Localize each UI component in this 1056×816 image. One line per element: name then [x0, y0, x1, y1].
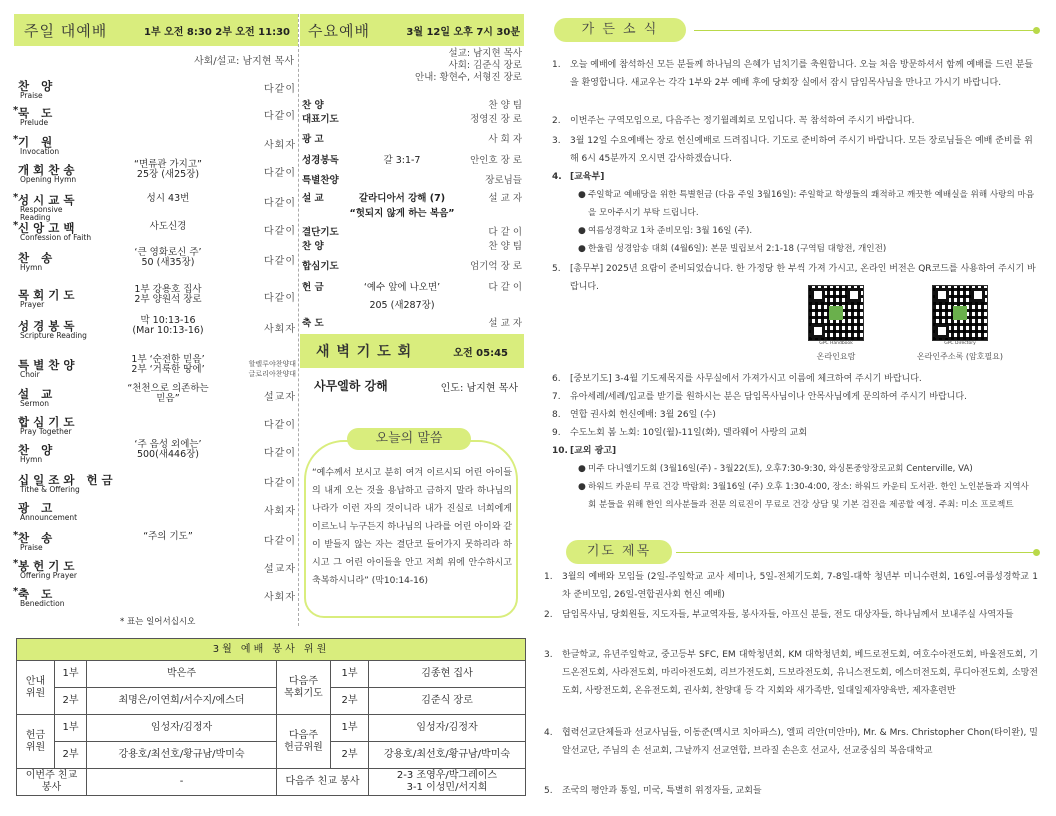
service-item-name: 축 도 — [18, 587, 57, 601]
news-item-number: 3. — [552, 136, 561, 146]
news-item — [552, 168, 1036, 186]
service-item-english: Scripture Reading — [20, 331, 87, 340]
news-item — [552, 424, 1036, 442]
news-item — [552, 112, 1036, 130]
wednesday-item-leader: 장로님들 — [485, 175, 522, 186]
standing-mark: * — [13, 586, 19, 597]
service-item-leader: 사회자 — [264, 140, 296, 151]
duty-next-pray-label: 다음주 목회기도 — [277, 661, 331, 715]
standing-mark: * — [13, 134, 19, 145]
news-item-text: 연합 권사회 헌신예배: 3월 26일 (수) — [570, 410, 716, 420]
prayer-item-text: 협력선교단체들과 선교사님들, 이동준(멕시코 치아파스), 엘피 리안(미안마), Mr. & Mrs. Christopher Chon(타이완), 밀알선교단, 주님의 손 선교회, 그날까지 선교연합, 브라질 손은호 선교사, 선교중심의 복음대학교 — [562, 728, 1038, 756]
service-item — [13, 220, 296, 246]
duty-part-label: 1부 — [331, 661, 369, 688]
prayer-item-number: 4. — [544, 728, 553, 738]
news-bullet — [578, 460, 1036, 478]
wednesday-item-detail: 갈라디아서 강해 (7) — [358, 193, 446, 204]
qr-handbook-caption: GPC Handbook — [819, 341, 853, 346]
sunday-time: 1부 오전 8:30 2부 오전 11:30 — [144, 26, 290, 38]
service-item-english: Choir — [20, 370, 40, 379]
standing-mark: * — [13, 220, 19, 231]
service-item — [13, 134, 296, 160]
wednesday-item-name: 특별찬양 — [302, 175, 339, 186]
wednesday-time: 3월 12일 오후 7시 30분 — [406, 26, 520, 38]
dawn-header — [300, 334, 524, 368]
news-item-number: 7. — [552, 392, 561, 402]
service-item-detail: 1부 강용호 집사 2부 양원석 장로 — [134, 284, 202, 305]
service-item-english: Praise — [20, 91, 43, 100]
standing-mark: * — [13, 105, 19, 116]
wednesday-item-name: 설 교 — [302, 193, 324, 204]
standing-mark: * — [13, 192, 19, 203]
service-item-english: Pray Together — [20, 427, 72, 436]
news-item-number: 8. — [552, 410, 561, 420]
wednesday-item-leader: 설 교 자 — [488, 318, 522, 329]
wednesday-usher: 안내: 황현수, 서형진 장로 — [414, 72, 522, 83]
wednesday-leaders — [360, 48, 522, 84]
news-title-line — [694, 30, 1036, 31]
bullet-icon: ● — [578, 244, 586, 254]
service-item — [13, 530, 296, 556]
wednesday-item — [302, 172, 522, 188]
service-item — [18, 159, 296, 188]
sunday-title: 주일 대예배 — [24, 21, 108, 40]
service-item-english: Offering Prayer — [20, 571, 77, 580]
service-item-name: 묵 도 — [18, 106, 57, 120]
duty-part-label: 2부 — [331, 742, 369, 769]
prayer-item-number: 2. — [544, 610, 553, 620]
service-item-leader: 다같이 — [264, 168, 296, 179]
news-title-dot — [1033, 27, 1040, 34]
service-item-detail: ‘주 음성 외에는’ 500(새446장) — [134, 439, 202, 460]
news-item-text: [교외 광고] — [570, 446, 617, 456]
service-item-detail: 사도신경 — [149, 221, 187, 232]
wednesday-item-leader: 정영진 장 로 — [470, 114, 522, 125]
service-item-english: Hymn — [20, 263, 43, 272]
qr-directory-label: 온라인주소록 (암호필요) — [916, 352, 1004, 361]
news-item-number: 10. — [552, 446, 568, 456]
duty-fellowship-value: - — [87, 769, 277, 796]
news-bullet-text: 미주 다니엘기도회 (3월16일(주) - 3월22(토), 오후7:30-9:30, 와싱톤중앙장로교회 Centerville, VA) — [588, 464, 973, 474]
news-bullet — [578, 222, 1036, 240]
service-item-leader: 설교자 — [264, 392, 296, 403]
news-bullet-text: 여름성경학교 1차 준비모임: 3월 16일 (주). — [588, 226, 753, 236]
service-item-leader: 사회자 — [264, 506, 296, 517]
prayer-item — [544, 568, 1038, 604]
wednesday-item-leader: 엄기억 장 로 — [470, 261, 522, 272]
wednesday-item-leader: 다 같 이 — [488, 227, 522, 238]
service-item — [18, 78, 296, 104]
duty-usher-2: 최명은/이연희/서수지/에스더 — [87, 688, 277, 715]
service-item-leader: 사회자 — [264, 324, 296, 335]
news-bullet-text: 한울림 성경암송 대회 (4월6일): 본문 빌립보서 2:1-18 (구역팀 대항전, 개인전) — [588, 244, 887, 254]
wednesday-item-name: 결단기도 — [302, 227, 339, 238]
wednesday-item-name: 대표기도 — [302, 114, 339, 125]
service-item — [13, 586, 296, 612]
dawn-time: 오전 05:45 — [453, 347, 508, 359]
wednesday-item — [302, 297, 522, 313]
service-item — [18, 284, 296, 313]
service-item-english: Confession of Faith — [20, 233, 92, 242]
wednesday-item-leader: 설 교 자 — [488, 193, 522, 204]
service-item-leader: 설교자 — [264, 564, 296, 575]
qr-handbook-label: 온라인요람 — [816, 352, 856, 361]
service-item — [18, 354, 296, 383]
service-item-name: 광 고 — [18, 501, 57, 515]
wednesday-item-leader: 안인호 장 로 — [470, 155, 522, 166]
duty-usher-1: 박은주 — [87, 661, 277, 688]
wednesday-item-detail: ‘예수 앞에 나오면’ — [363, 282, 441, 293]
standing-mark: * — [13, 558, 19, 569]
wednesday-item-detail: “헛되지 않게 하는 복음” — [349, 208, 455, 219]
wednesday-item-name: 찬 양 — [302, 100, 324, 111]
service-item-name: 성시교독 — [18, 193, 79, 207]
duty-part-label: 2부 — [55, 688, 87, 715]
news-item — [552, 388, 1036, 406]
duty-fellowship-label: 이번주 친교 봉사 — [17, 769, 87, 796]
wednesday-item — [302, 205, 522, 221]
wednesday-item — [302, 152, 522, 168]
word-title: 오늘의 말씀 — [347, 428, 471, 450]
service-item-leader: 사회자 — [264, 592, 296, 603]
service-item-name: 설 교 — [18, 387, 57, 401]
service-item-name: 십일조와 헌금 — [18, 473, 117, 487]
service-item-detail: 막 10:13-16 (Mar 10:13-16) — [132, 315, 204, 336]
sunday-order — [13, 78, 296, 618]
wednesday-item-name: 성경봉독 — [302, 155, 339, 166]
bullet-icon: ● — [578, 190, 586, 200]
duty-next-offering-1: 임성자/김정자 — [369, 715, 526, 742]
news-item — [552, 370, 1036, 388]
service-item-english: Benediction — [20, 599, 65, 608]
service-item-english: Hymn — [20, 455, 43, 464]
news-item-text: 유아세례/세례/입교를 받기를 원하시는 분은 담임목사님이나 안목사님에게 문의하여 주시기 바랍니다. — [570, 392, 967, 402]
service-item-leader: 다같이 — [264, 536, 296, 547]
sunday-leaders: 사회/설교: 남지현 목사 — [193, 56, 294, 67]
service-item-name: 개회찬송 — [18, 163, 79, 177]
service-item-name: 신앙고백 — [18, 221, 79, 235]
service-item-english: Praise — [20, 543, 43, 552]
sunday-header — [14, 14, 298, 46]
news-item-number: 9. — [552, 428, 561, 438]
wednesday-item-name: 찬 양 — [302, 241, 324, 252]
news-item-text: 3월 12일 수요예배는 장로 헌신예배로 드려집니다. 기도로 준비하여 주시기 바랍니다. 모든 장로님들은 예배 준비를 위해 6시 45분까지 오시면 감사하겠습니다. — [570, 136, 1033, 164]
bullet-icon: ● — [578, 464, 586, 474]
prayer-item-text: 한글학교, 유년주일학교, 중고등부 SFC, EM 대학청년회, KM 대학청년회, 베드로전도회, 여호수아전도회, 바울전도회, 기드온전도회, 사라전도회, 마리아전도회, 리브가전도회, 드보라전도회, 유니스전도회, 에스더전도회, 루디아전도회, 소망전도회, 사랑전도회, 온유전도회, 권사회, 찬양대 등 각 지회와 새가족반, 일대일제자양육반, 제자훈련반 — [562, 650, 1038, 696]
duty-next-offering-label: 다음주 헌금위원 — [277, 715, 331, 769]
wednesday-title: 수요예배 — [308, 21, 370, 40]
service-item-leader: 다같이 — [264, 420, 296, 431]
duty-usher-label: 안내 위원 — [17, 661, 55, 715]
service-item-english: Prelude — [20, 118, 49, 127]
service-item-name: 성경봉독 — [18, 319, 79, 333]
news-bullet — [578, 478, 1036, 514]
sunday-footnote: * 표는 일어서십시오 — [120, 617, 196, 627]
news-bullet — [578, 186, 1036, 222]
service-item-name: 특별찬양 — [18, 358, 79, 372]
service-item — [13, 192, 296, 222]
service-item-english: Opening Hymn — [20, 175, 77, 184]
service-item-leader: 다같이 — [264, 198, 296, 209]
duty-part-label: 1부 — [55, 661, 87, 688]
news-item-text: 이번주는 구역모임으로, 다음주는 정기월례회로 모입니다. 꼭 참석하여 주시기 바랍니다. — [570, 116, 915, 126]
news-item — [552, 442, 1036, 460]
service-item-english: Tithe & Offering — [20, 485, 80, 494]
service-item — [18, 315, 296, 344]
news-item-text: 수도노회 봄 노회: 10일(월)-11일(화), 델라웨어 사랑의 교회 — [570, 428, 808, 438]
dawn-topic: 사무엘하 강해 — [314, 379, 388, 393]
word-body: “예수께서 보시고 분히 여겨 이르시되 어린 아이들의 내게 오는 것을 용납하고 금하지 말라 하나님의 나라가 이런 자의 것이니라 내가 진실로 너희에게 이르노니 누구든지 하나님의 나라를 어린 아이와 같이 받들지 않는 자는 결단코 들어가지 못하리라 하시고 그 어린 아이들을 안고 저희 위에 안수하시고 축복하시니라” (막10:14-16) — [312, 468, 512, 586]
prayer-item — [544, 782, 1038, 800]
wednesday-preacher: 설교: 남지현 목사 — [448, 48, 522, 59]
wednesday-item — [302, 111, 522, 127]
service-item-leader: 다같이 — [264, 478, 296, 489]
prayer-item — [544, 646, 1038, 700]
prayer-item-text: 담임목사님, 당회원들, 지도자들, 부교역자들, 봉사자들, 아프신 분들, 전도 대상자들, 하나님께서 보내주실 사역자들 — [562, 610, 1014, 620]
duty-title: 3월 예배 봉사 위원 — [17, 639, 526, 661]
news-bullet-text: 하워드 카운티 무료 건강 박람회: 3월16일 (주) 오후 1:30-4:00, 장소: 하워드 카운티 도서관. 한인 노인분들과 지역사회 분들을 위해 한인 의사분들과 전문 의료진이 무료로 건강 상담 및 기본 검진을 제공할 예정. 주최: 미소 프로젝트 — [588, 482, 1029, 510]
service-item-english: Prayer — [20, 300, 45, 309]
prayer-item — [544, 724, 1038, 760]
service-item — [18, 414, 296, 440]
news-item-number: 6. — [552, 374, 561, 384]
service-item-english: Invocation — [20, 147, 60, 156]
qr-directory-caption: GPC Directory — [944, 341, 976, 346]
wednesday-item-name: 헌 금 — [302, 282, 324, 293]
news-item-text: 오늘 예배에 참석하신 모든 분들께 하나님의 은혜가 넘치기를 축원합니다. 오늘 처음 방문하셔서 함께 예배를 드린 분들을 환영합니다. 새교우는 각각 1부와 2부 예배 후에 당회장 실에서 잠시 담임목사님을 만나고 가시기 바랍니다. — [570, 60, 1034, 88]
duty-next-fellowship-label: 다음주 친교 봉사 — [277, 769, 369, 796]
service-item-name: 기 원 — [18, 135, 57, 149]
wednesday-item-leader: 찬 양 팀 — [488, 100, 522, 111]
wednesday-item-detail: 갈 3:1-7 — [383, 155, 421, 166]
duty-table — [16, 638, 526, 796]
service-item-name: 찬 양 — [18, 443, 57, 457]
service-item-detail: “면류관 가지고” 25장 (새25장) — [134, 159, 202, 180]
column-divider — [298, 14, 299, 626]
service-item — [18, 439, 296, 468]
news-item — [552, 132, 1036, 168]
duty-next-fellowship-value: 2-3 조영우/박그레이스 3-1 이성민/서지희 — [369, 769, 526, 796]
service-item-name: 봉헌기도 — [18, 559, 79, 573]
service-item-english: Sermon — [20, 399, 49, 408]
standing-mark: * — [13, 530, 19, 541]
qr-handbook[interactable] — [808, 285, 864, 341]
service-item-leader: 다같이 — [264, 256, 296, 267]
news-item-number: 1. — [552, 60, 561, 70]
service-item-leader: 다같이 — [264, 226, 296, 237]
wednesday-item — [302, 131, 522, 147]
wednesday-item — [302, 258, 522, 274]
service-item — [13, 105, 296, 131]
service-item-name: 합심기도 — [18, 415, 79, 429]
service-item-detail: “주의 기도” — [143, 531, 193, 542]
news-item-text: [교육부] — [570, 172, 605, 182]
prayer-item-number: 1. — [544, 572, 553, 582]
wednesday-item — [302, 238, 522, 254]
prayer-title-line — [676, 552, 1036, 553]
prayer-item-text: 3월의 예배와 모임들 (2일-주일학교 교사 세미나, 5일-전체기도회, 7-8일-대학 청년부 미니수련회, 16일-여름성경학교 1차 준비모임, 26일-연합권사회 헌신 예배) — [562, 572, 1038, 600]
wednesday-item-leader: 사 회 자 — [488, 134, 522, 145]
service-item-english: Responsive Reading — [20, 205, 63, 222]
duty-offering-label: 헌금 위원 — [17, 715, 55, 769]
wednesday-item-name: 합심기도 — [302, 261, 339, 272]
service-item-leader: 할렐루야찬양대 글로리아찬양대 — [248, 360, 296, 378]
prayer-item-text: 조국의 평안과 통일, 미국, 특별히 위정자들, 교회들 — [562, 786, 762, 796]
news-title: 가 든 소 식 — [554, 18, 686, 42]
service-item — [18, 472, 296, 498]
news-item-number: 4. — [552, 172, 562, 182]
bullet-icon: ● — [578, 482, 586, 492]
news-bullet-text: 주일학교 예배당을 위한 특별헌금 (다음 주일 3월16일): 주일학교 학생들의 쾌적하고 깨끗한 예배실을 위해 사랑의 마음을 모아주시기 부탁 드립니다. — [588, 190, 1035, 218]
duty-part-label: 2부 — [331, 688, 369, 715]
duty-part-label: 2부 — [55, 742, 87, 769]
service-item — [13, 558, 296, 584]
wednesday-item-detail: 205 (새287장) — [369, 300, 435, 311]
prayer-item-number: 3. — [544, 650, 553, 660]
service-item — [18, 247, 296, 276]
duty-next-pray-1: 김종현 집사 — [369, 661, 526, 688]
duty-offering-2: 강용호/최선호/황규남/박미숙 — [87, 742, 277, 769]
service-item-leader: 다같이 — [264, 111, 296, 122]
service-item-detail: ‘큰 영화로신 주’ 50 (새35장) — [134, 247, 202, 268]
service-item-name: 찬 송 — [18, 251, 57, 265]
service-item-name: 목회기도 — [18, 288, 79, 302]
wednesday-item-leader: 찬 양 팀 — [488, 241, 522, 252]
bullet-icon: ● — [578, 226, 586, 236]
service-item-name: 찬 송 — [18, 531, 57, 545]
duty-next-pray-2: 김준식 장로 — [369, 688, 526, 715]
prayer-title-dot — [1033, 549, 1040, 556]
prayer-title: 기도 제목 — [566, 540, 672, 564]
service-item — [18, 383, 296, 412]
prayer-item-number: 5. — [544, 786, 553, 796]
news-item-text: [중보기도] 3-4월 기도제목지를 사무실에서 가져가시고 이름에 체크하여 주시기 바랍니다. — [570, 374, 922, 384]
service-item — [18, 500, 296, 526]
news-item-number: 2. — [552, 116, 561, 126]
news-item-number: 5. — [552, 264, 561, 274]
prayer-item — [544, 606, 1038, 624]
wednesday-item — [302, 279, 522, 295]
service-item-english: Announcement — [20, 513, 78, 522]
duty-next-offering-2: 강용호/최선호/황규남/박미숙 — [369, 742, 526, 769]
duty-offering-1: 임성자/김정자 — [87, 715, 277, 742]
dawn-title: 새 벽 기 도 회 — [316, 344, 413, 360]
wednesday-host: 사회: 김준식 장로 — [448, 60, 522, 71]
news-bullet — [578, 240, 1036, 258]
wednesday-item — [302, 315, 522, 331]
news-item-text: [총무부] 2025년 요람이 준비되었습니다. 한 가정당 한 부씩 가져 가시고, 온라인 버전은 QR코드를 사용하여 주시기 바랍니다. — [570, 264, 1036, 292]
news-item — [552, 406, 1036, 424]
service-item-leader: 다같이 — [264, 84, 296, 95]
service-item-leader: 다같이 — [264, 448, 296, 459]
dawn-leader: 인도: 남지현 목사 — [440, 383, 518, 394]
news-item — [552, 56, 1036, 92]
wednesday-item-name: 광 고 — [302, 134, 324, 145]
wednesday-header — [300, 14, 524, 46]
qr-directory[interactable] — [932, 285, 988, 341]
duty-part-label: 1부 — [331, 715, 369, 742]
service-item-leader: 다같이 — [264, 293, 296, 304]
service-item-detail: 성시 43번 — [146, 193, 190, 204]
service-item-detail: “천천으로 의존하는 믿음” — [127, 383, 209, 404]
wednesday-item-name: 축 도 — [302, 318, 324, 329]
service-item-detail: 1부 ‘순전한 믿음’ 2부 ‘거룩한 땅에’ — [131, 354, 205, 375]
wednesday-item-leader: 다 같 이 — [488, 282, 522, 293]
wednesday-item — [302, 190, 522, 206]
duty-part-label: 1부 — [55, 715, 87, 742]
service-item-name: 찬 양 — [18, 79, 57, 93]
